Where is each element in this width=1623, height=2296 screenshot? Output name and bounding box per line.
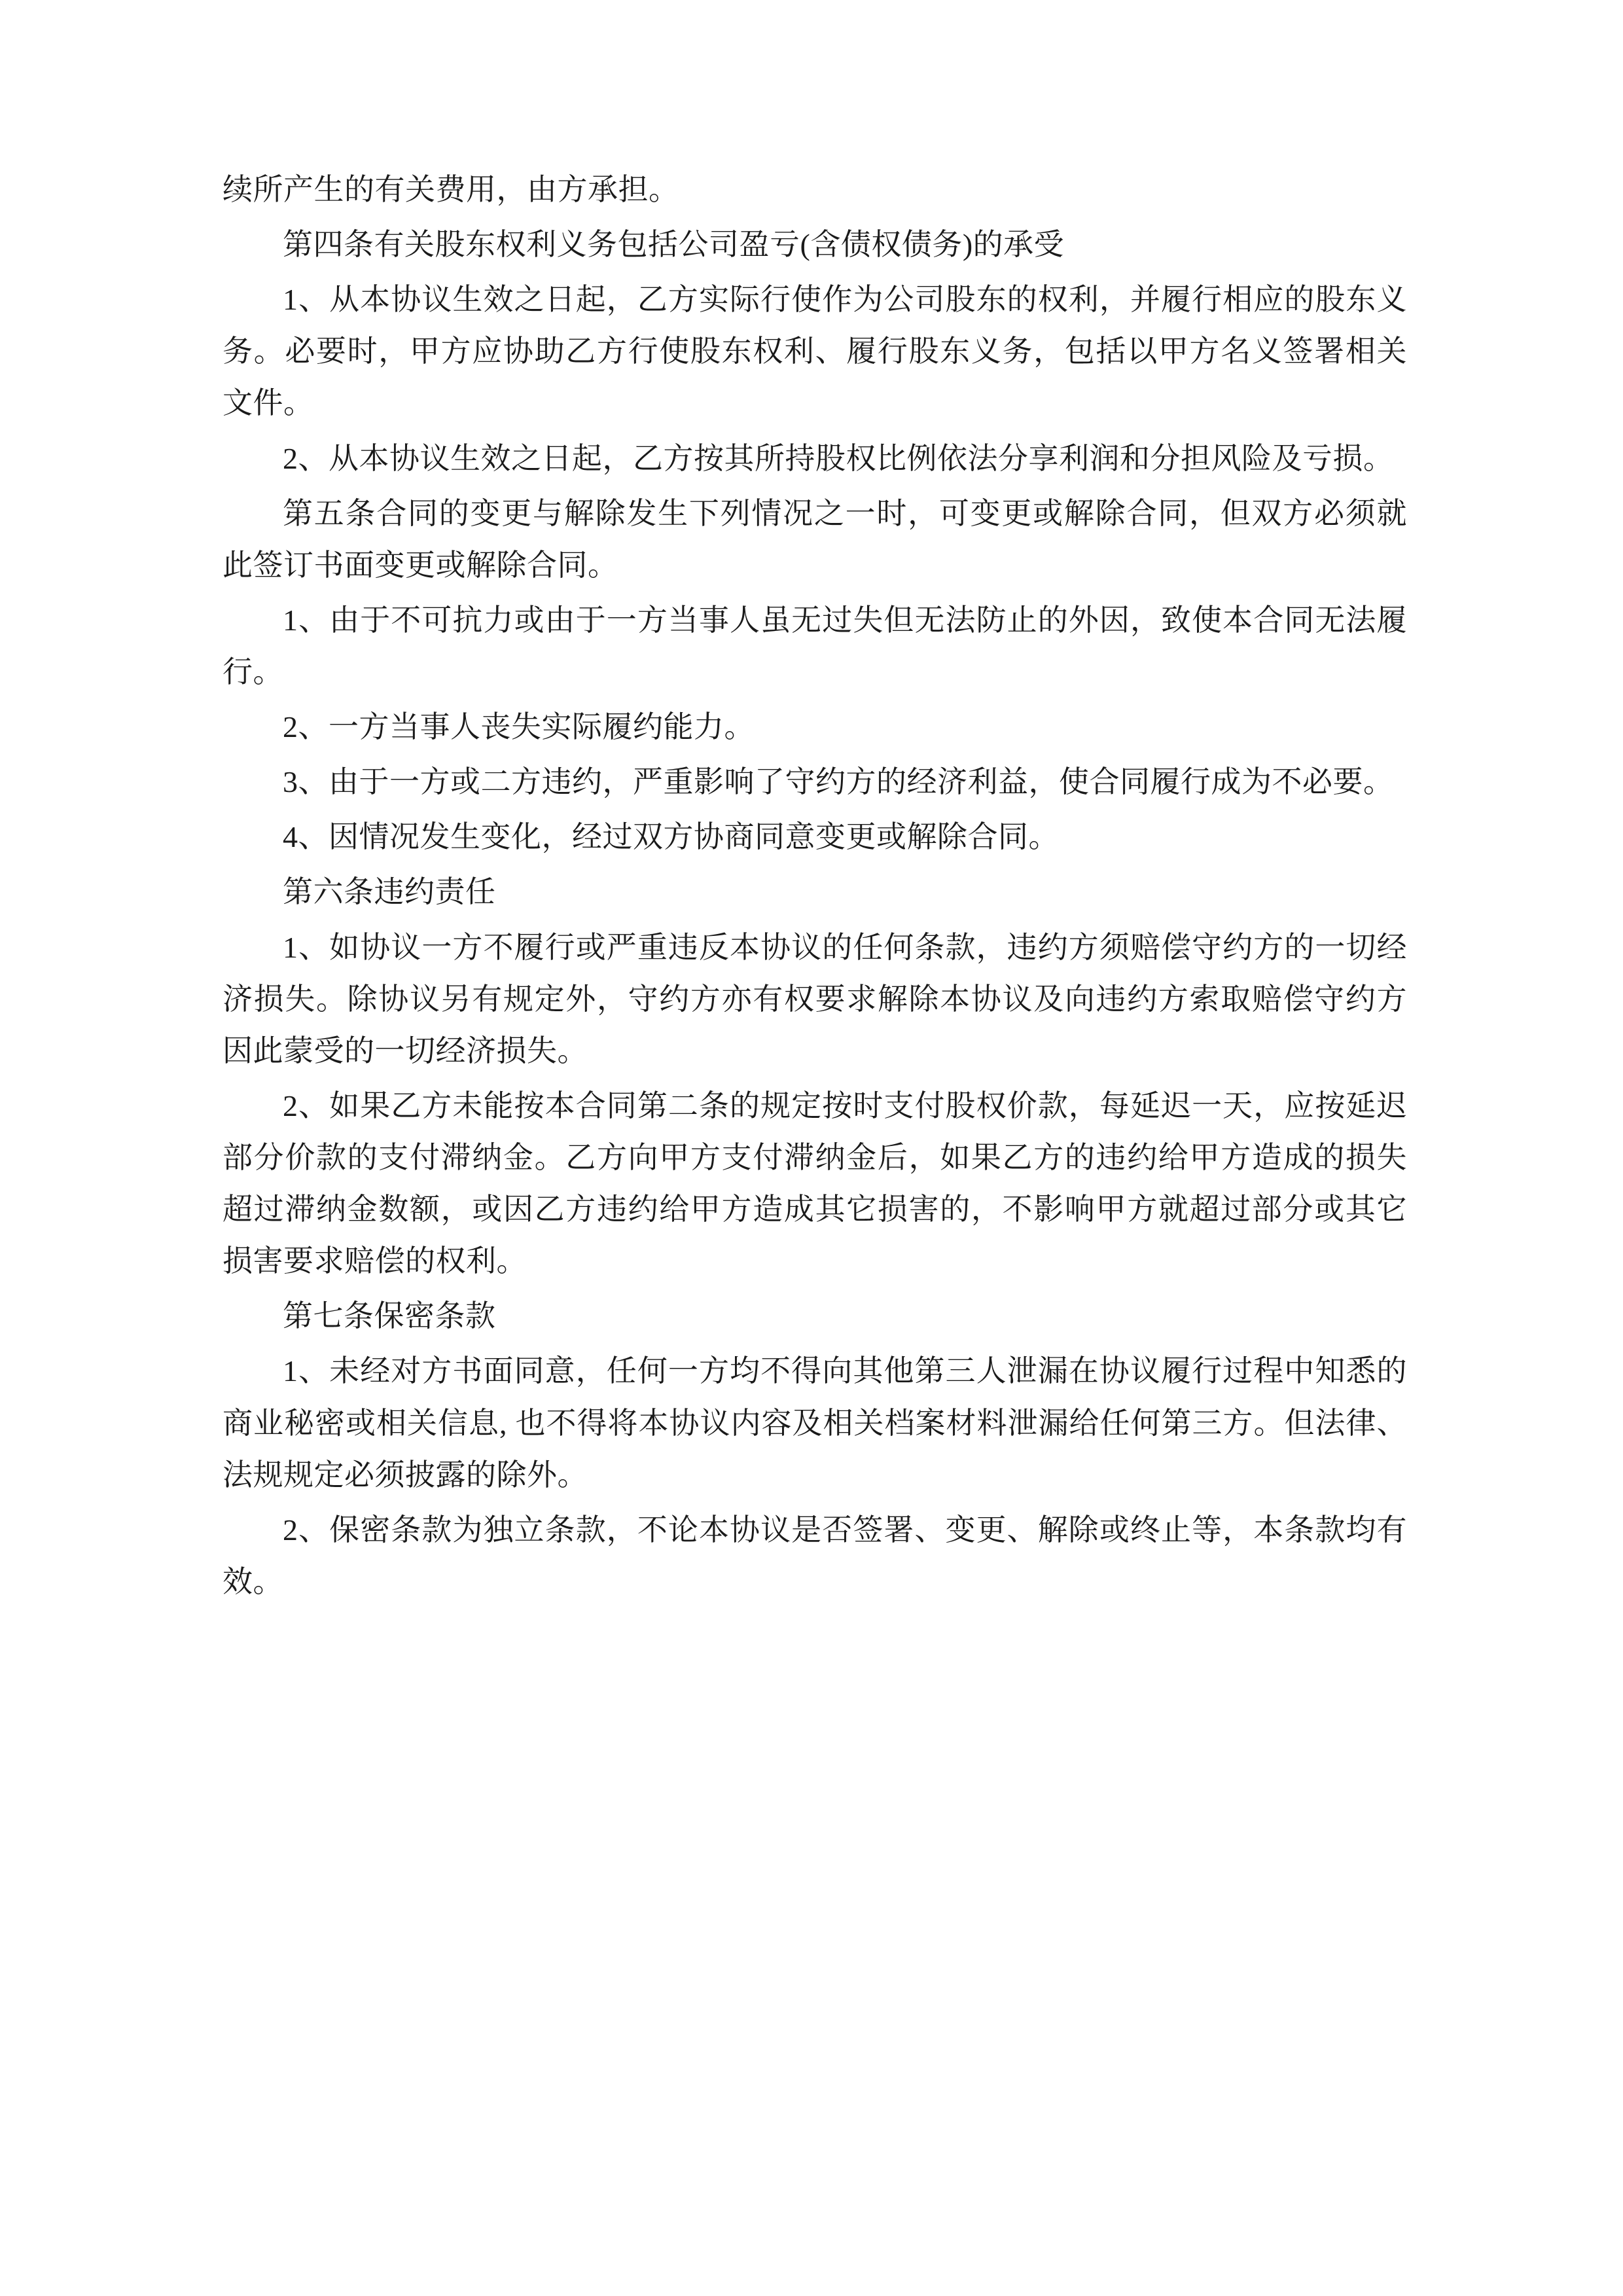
paragraph-section-5-heading: 第五条合同的变更与解除发生下列情况之一时，可变更或解除合同，但双方必须就此签订书面变更或解除合同。 [223, 496, 1407, 582]
paragraph: 1、由于不可抗力或由于一方当事人虽无过失但无法防止的外因，致使本合同无法履行。 [223, 603, 1407, 689]
paragraph-section-4-heading: 第四条有关股东权利义务包括公司盈亏(含债权债务)的承受 [283, 228, 1065, 262]
paragraph: 1、从本协议生效之日起，乙方实际行使作为公司股东的权利，并履行相应的股东义务。必要时，甲方应协助乙方行使股东权利、履行股东义务，包括以甲方名义签署相关文件。 [223, 283, 1407, 420]
paragraph: 4、因情况发生变化，经过双方协商同意变更或解除合同。 [283, 820, 1059, 854]
paragraph: 1、如协议一方不履行或严重违反本协议的任何条款，违约方须赔偿守约方的一切经济损失。除协议另有规定外，守约方亦有权要求解除本协议及向违约方索取赔偿守约方因此蒙受的一切经济损失。 [223, 930, 1407, 1067]
paragraph: 2、如果乙方未能按本合同第二条的规定按时支付股权价款，每延迟一天，应按延迟部分价款的支付滞纳金。乙方向甲方支付滞纳金后，如果乙方的违约给甲方造成的损失超过滞纳金数额，或因乙方违约给甲方造成其它损害的，不影响甲方就超过部分或其它损害要求赔偿的权利。 [223, 1088, 1407, 1278]
paragraph: 2、从本协议生效之日起，乙方按其所持股权比例依法分享利润和分担风险及亏损。 [283, 441, 1394, 475]
paragraph: 续所产生的有关费用，由方承担。 [223, 173, 679, 206]
paragraph: 2、一方当事人丧失实际履约能力。 [283, 710, 755, 744]
paragraph: 1、未经对方书面同意，任何一方均不得向其他第三人泄漏在协议履行过程中知悉的商业秘密或相关信息, 也不得将本协议内容及相关档案材料泄漏给任何第三方。但法律、法规规定必须披露的除外。 [223, 1354, 1407, 1492]
document-body [223, 164, 1407, 1607]
paragraph: 3、由于一方或二方违约，严重影响了守约方的经济利益，使合同履行成为不必要。 [283, 765, 1394, 799]
paragraph-section-6-heading: 第六条违约责任 [283, 875, 496, 909]
paragraph-section-7-heading: 第七条保密条款 [283, 1299, 496, 1333]
paragraph: 2、保密条款为独立条款，不论本协议是否签署、变更、解除或终止等，本条款均有效。 [223, 1513, 1407, 1598]
